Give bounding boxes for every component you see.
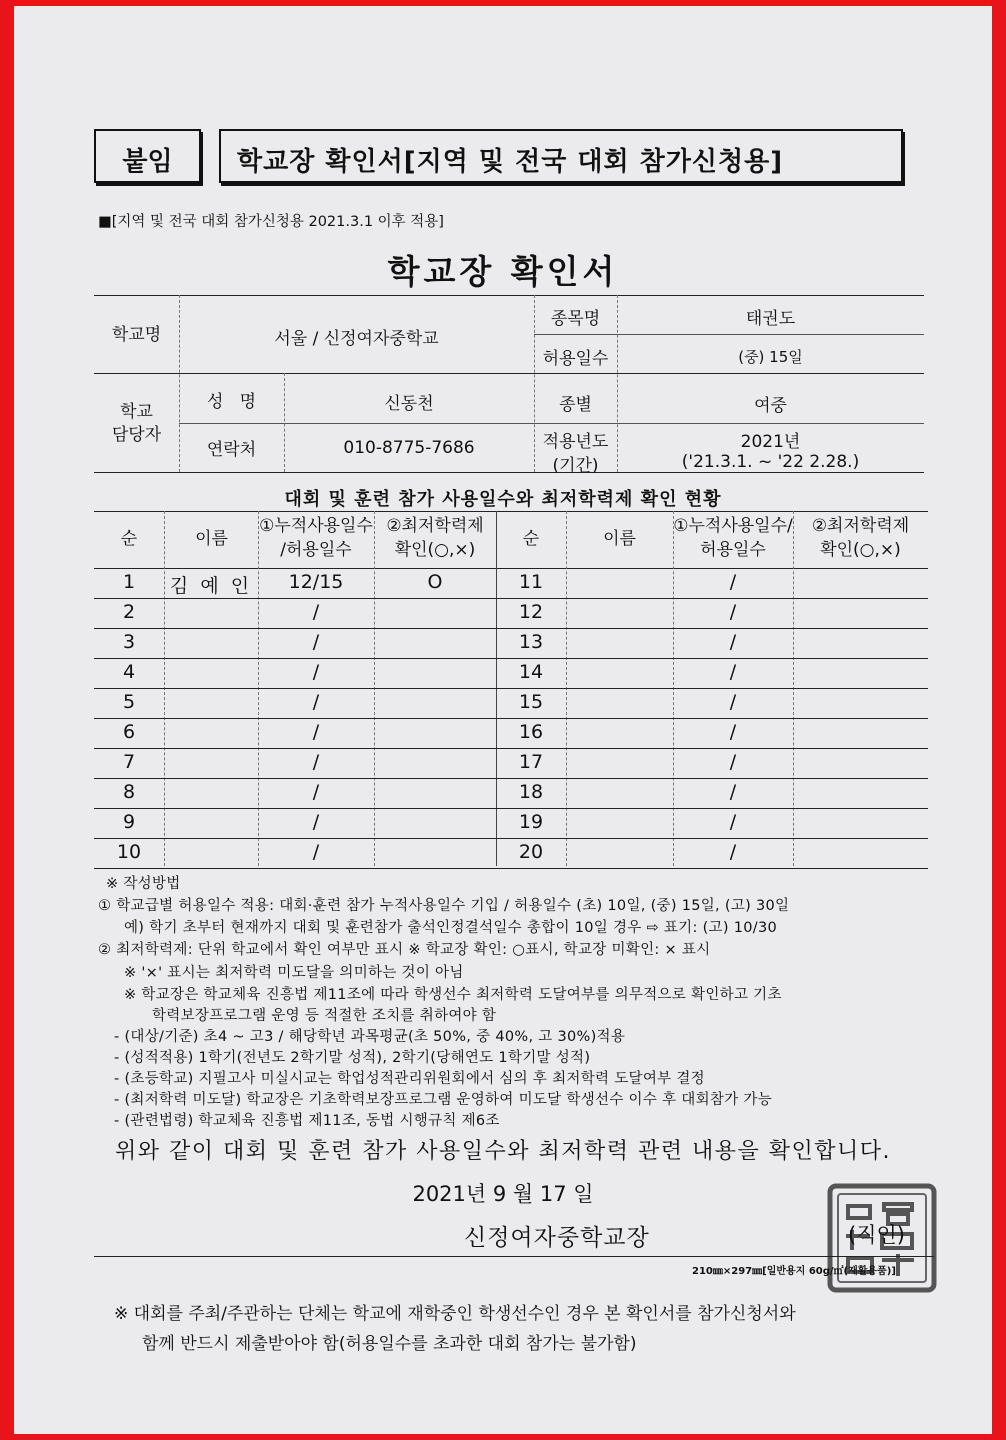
used-days: / — [729, 841, 737, 863]
instruction-line: ※ '×' 표시는 최저학력 미도달을 의미하는 것이 아님 — [124, 965, 464, 981]
row-number: 14 — [518, 661, 544, 683]
used-days: / — [729, 691, 737, 713]
used-days: / — [729, 601, 737, 623]
table-row-rule — [94, 718, 928, 719]
row-number: 13 — [518, 631, 544, 653]
row-number: 9 — [122, 811, 136, 833]
type-label: 종별 — [559, 395, 592, 415]
instruction-line: - (최저학력 미도달) 학교장은 기초학력보장프로그램 운영하여 미도달 학생선수 이수 후 대회참가 가능 — [114, 1092, 773, 1108]
student-name: 김 예 인 — [169, 575, 253, 597]
footer-rule — [94, 1256, 934, 1257]
submission-footnote-2: 함께 반드시 제출받아야 함(허용일수를 초과한 대회 참가는 불가함) — [142, 1334, 637, 1354]
instruction-line: - (관련법령) 학교체육 진흥법 제11조, 동법 시행규칙 제6조 — [114, 1113, 500, 1129]
row-number: 19 — [518, 811, 544, 833]
school-value: 서울 / 신정여자중학교 — [274, 329, 439, 349]
used-days: / — [729, 721, 737, 743]
used-days: / — [312, 841, 320, 863]
row-number: 4 — [122, 661, 136, 683]
header-title-box — [219, 129, 903, 183]
table-row-rule — [94, 628, 928, 629]
used-days: / — [729, 751, 737, 773]
attachment-tag-label: 붙임 — [122, 147, 173, 177]
table-row-rule — [94, 868, 928, 869]
school-label: 학교명 — [111, 325, 162, 345]
info-rule — [534, 334, 924, 335]
instruction-line: ① 학교급별 허용일수 적용: 대회·훈련 참가 누적사용일수 기입 / 허용일수 (초) 10일, (중) 15일, (고) 30일 — [98, 898, 790, 914]
row-number: 20 — [518, 841, 544, 863]
allowed-days-value: (중) 15일 — [738, 348, 803, 366]
col-name-header: 이름 — [195, 529, 228, 549]
col-name2-header: 이름 — [603, 529, 636, 549]
used-days: / — [729, 631, 737, 653]
application-subnote: ■[지역 및 전국 대회 참가신청용 2021.3.1 이후 적용] — [98, 214, 444, 230]
header-title: 학교장 확인서[지역 및 전국 대회 참가신청용] — [237, 147, 784, 177]
name-label: 성 명 — [206, 392, 257, 412]
row-number: 15 — [518, 691, 544, 713]
row-number: 1 — [122, 571, 136, 593]
info-rule — [179, 423, 534, 424]
table-row-rule — [94, 658, 928, 659]
row-number: 7 — [122, 751, 136, 773]
instruction-line: 예) 학기 초부터 현재까지 대회 및 훈련참가 출석인정결석일수 총합이 10일 경우 ⇨ 표기: (고) 10/30 — [124, 920, 778, 936]
row-number: 17 — [518, 751, 544, 773]
col-check-header-2: 확인(○,×) — [394, 540, 476, 560]
row-number: 5 — [122, 691, 136, 713]
table-row-rule — [94, 598, 928, 599]
col-check2-header: ②최저학력제 — [811, 516, 910, 536]
used-days: / — [312, 601, 320, 623]
usage-table-top-rule — [94, 511, 928, 512]
document-title: 학교장 확인서 — [387, 252, 619, 291]
info-mid-rule — [94, 373, 924, 374]
row-number: 3 — [122, 631, 136, 653]
used-days: / — [312, 811, 320, 833]
year-label: 적용년도 — [542, 432, 609, 452]
row-number: 2 — [122, 601, 136, 623]
info-rule — [534, 423, 924, 424]
sport-label: 종목명 — [550, 309, 601, 329]
used-days: / — [729, 811, 737, 833]
year-label-2: (기간) — [552, 456, 599, 476]
instruction-line: - (초등학교) 지필고사 미실시교는 학업성적관리위원회에서 심의 후 최저학력 도달여부 결정 — [114, 1071, 705, 1087]
row-number: 16 — [518, 721, 544, 743]
row-number: 6 — [122, 721, 136, 743]
table-row-rule — [94, 838, 928, 839]
instruction-line: ※ 작성방법 — [106, 876, 181, 892]
table-row-rule — [94, 688, 928, 689]
usage-table-title: 대회 및 훈련 참가 사용일수와 최저학력제 확인 현황 — [284, 489, 722, 510]
contact-label-2: 담당자 — [111, 425, 162, 445]
table-row-rule — [94, 808, 928, 809]
col-no-header: 순 — [120, 529, 138, 549]
principal-signature-line: 신정여자중학교장 — [464, 1225, 650, 1251]
used-days: / — [312, 721, 320, 743]
min-achievement-check: O — [427, 571, 443, 593]
contact-label: 학교 — [120, 402, 153, 422]
col-days2-header-2: 허용일수 — [700, 540, 766, 560]
used-days: / — [729, 661, 737, 683]
used-days: / — [729, 781, 737, 803]
table-row-rule — [94, 748, 928, 749]
sport-value: 태권도 — [745, 309, 796, 329]
allowed-days-label: 허용일수 — [542, 349, 609, 369]
instruction-line: ※ 학교장은 학교체육 진흥법 제11조에 따라 학생선수 최저학력 도달여부를 의무적으로 확인하고 기초 — [124, 987, 782, 1003]
row-number: 10 — [116, 841, 142, 863]
used-days: / — [312, 631, 320, 653]
used-days: 12/15 — [288, 571, 344, 593]
type-value: 여중 — [754, 396, 787, 416]
instruction-line: ② 최저학력제: 단위 학교에서 확인 여부만 표시 ※ 학교장 확인: ○표시, 학교장 미확인: × 표시 — [98, 942, 711, 958]
used-days: / — [729, 571, 737, 593]
table-row-rule — [94, 778, 928, 779]
name-value: 신동천 — [384, 394, 434, 414]
used-days: / — [312, 751, 320, 773]
usage-table-header-rule — [94, 568, 928, 569]
used-days: / — [312, 661, 320, 683]
phone-value: 010-8775-7686 — [343, 438, 475, 458]
phone-label: 연락처 — [206, 440, 257, 460]
document-page — [14, 6, 992, 1434]
instruction-line: - (대상/기준) 초4 ~ 고3 / 해당학년 과목평균(초 50%, 중 40%, 고 30%)적용 — [114, 1029, 626, 1045]
submission-footnote: ※ 대회를 주최/주관하는 단체는 학교에 재학중인 학생선수인 경우 본 확인서를 참가신청서와 — [114, 1304, 796, 1324]
col-days2-header: ①누적사용일수/ — [673, 516, 793, 536]
info-top-rule — [94, 295, 924, 296]
issue-date: 2021년 9 월 17 일 — [412, 1182, 594, 1206]
instruction-line: 학력보장프로그램 운영 등 적절한 조치를 취하여야 함 — [152, 1008, 497, 1024]
col-days-header: ①누적사용일수 — [259, 516, 373, 536]
col-no2-header: 순 — [522, 529, 540, 549]
attachment-tag — [94, 129, 201, 183]
row-number: 8 — [122, 781, 136, 803]
row-number: 11 — [518, 571, 544, 593]
col-check-header: ②최저학력제 — [386, 516, 484, 536]
confirmation-statement: 위와 같이 대회 및 훈련 참가 사용일수와 최저학력 관련 내용을 확인합니다. — [115, 1139, 891, 1164]
info-bottom-rule — [94, 472, 924, 473]
used-days: / — [312, 781, 320, 803]
instruction-line: - (성적적용) 1학기(전년도 2학기말 성적), 2학기(당해연도 1학기말 성적) — [114, 1050, 591, 1066]
col-check2-header-2: 확인(○,×) — [820, 540, 901, 560]
row-number: 18 — [518, 781, 544, 803]
paper-spec: 210㎜×297㎜[일반용지 60g/㎡(재활용품)] — [692, 1266, 896, 1277]
row-number: 12 — [518, 601, 544, 623]
col-days-header-2: /허용일수 — [280, 540, 352, 560]
used-days: / — [312, 691, 320, 713]
year-value: 2021년 — [740, 432, 801, 452]
seal-label: (직인) — [848, 1223, 905, 1247]
year-period-value: ('21.3.1. ~ '22 2.28.) — [681, 452, 860, 472]
